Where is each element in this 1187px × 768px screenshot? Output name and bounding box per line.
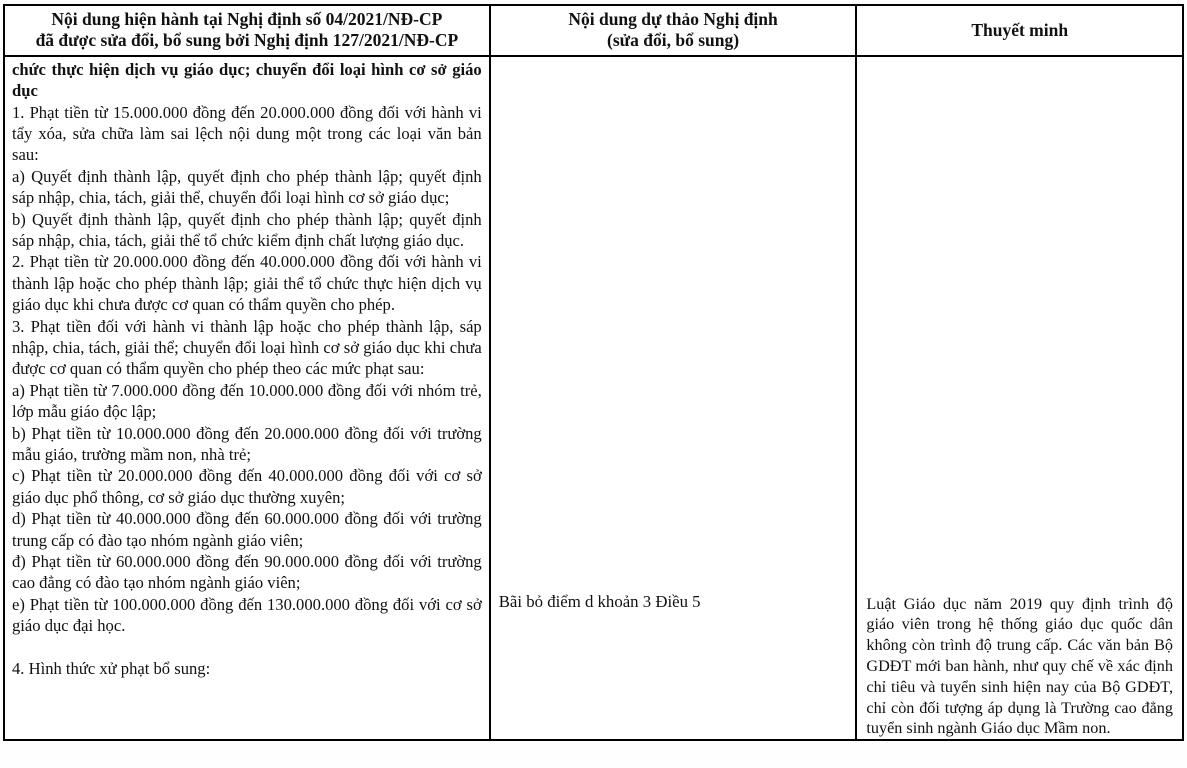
header-explanation [856,5,1183,56]
paragraph-clause-1: 1. Phạt tiền từ 15.000.000 đồng đến 20.000.000 đồng đối với hành vi tẩy xóa, sửa chữa làm sai lệch nội dung một trong các loại văn bản sau: [12,102,482,165]
paragraph-point-a1: a) Quyết định thành lập, quyết định cho phép thành lập; quyết định sáp nhập, chia, tách, giải thể, chuyển đổi loại hình cơ sở giáo dục; [12,166,482,208]
paragraph-point-b1: b) Quyết định thành lập, quyết định cho phép thành lập; quyết định sáp nhập, chia, tách, giải thể tổ chức kiểm định chất lượng giáo dục. [12,209,482,250]
paragraph-point-dd3: đ) Phạt tiền từ 60.000.000 đồng đến 90.000.000 đồng đối với trường cao đẳng có đào tạo nhóm ngành giáo viên; [12,552,482,593]
header-current-regulation-line2: đã được sửa đổi, bổ sung bởi Nghị định 127/2021/NĐ-CP [35,30,459,51]
header-explanation-label: Thuyết minh [971,19,1069,40]
paragraph-clause-4: 4. Hình thức xử phạt bổ sung: [12,659,211,679]
paragraph-point-a3: a) Phạt tiền từ 7.000.000 đồng đến 10.000.000 đồng đối với nhóm trẻ, lớp mẫu giáo độc lập; [12,380,482,422]
paragraph-point-d3: d) Phạt tiền từ 40.000.000 đồng đến 60.000.000 đồng đối với trường trung cấp có đào tạo nhóm ngành giáo viên; [12,509,482,550]
paragraph-point-e3: e) Phạt tiền từ 100.000.000 đồng đến 130.000.000 đồng đối với cơ sở giáo dục đại học. [12,594,482,636]
paragraph-clause-2: 2. Phạt tiền từ 20.000.000 đồng đến 40.000.000 đồng đối với hành vi thành lập hoặc cho phép thành lập; giải thể tổ chức thực hiện dịch vụ giáo dục khi chưa được cơ quan có thẩm quyền cho phép. [12,252,482,315]
cell-explanation [856,56,1183,741]
table-header-row [4,5,1183,56]
header-current-regulation [4,5,490,56]
header-current-regulation-line1: Nội dung hiện hành tại Nghị định số 04/2021/NĐ-CP [51,9,443,29]
cell-draft-content [490,56,857,741]
paragraph-point-c3: c) Phạt tiền từ 20.000.000 đồng đến 40.000.000 đồng đối với cơ sở giáo dục phổ thông, cơ sở giáo dục thường xuyên; [12,466,482,507]
blank-line [12,637,482,658]
header-draft-decree-line2: (sửa đổi, bổ sung) [607,30,740,51]
header-draft-decree [490,5,857,56]
paragraph-clause-3: 3. Phạt tiền đối với hành vi thành lập hoặc cho phép thành lập, sáp nhập, chia, tách, giải thể; chuyển đổi loại hình cơ sở giáo dục khi chưa được cơ quan có thẩm quyền cho phép theo các mức phạt sau: [12,316,482,379]
header-draft-decree-line1: Nội dung dự thảo Nghị định [568,9,778,29]
draft-amendment-text: Bãi bỏ điểm d khoản 3 Điều 5 [498,591,701,611]
table-body [4,56,1183,741]
paragraph-point-b3: b) Phạt tiền từ 10.000.000 đồng đến 20.000.000 đồng đối với trường mẫu giáo, trường mầm non, nhà trẻ; [12,423,482,464]
table-row [4,56,1183,741]
explanation-text: Luật Giáo dục năm 2019 quy định trình độ giáo viên trong hệ thống giáo dục quốc dân không còn trình độ trung cấp. Các văn bản Bộ GDĐT mới ban hành, như quy chế về xác định chỉ tiêu và tuyển sinh hiện nay của Bộ GDĐT, chỉ còn đối tượng áp dụng là Trường cao đẳng tuyển sinh ngành Giáo dục Mầm non. [866,594,1173,738]
cell-current-content [4,56,490,741]
decree-comparison-table [3,4,1184,741]
current-content-heading-fragment: chức thực hiện dịch vụ giáo dục; chuyển đổi loại hình cơ sở giáo dục [12,59,482,101]
